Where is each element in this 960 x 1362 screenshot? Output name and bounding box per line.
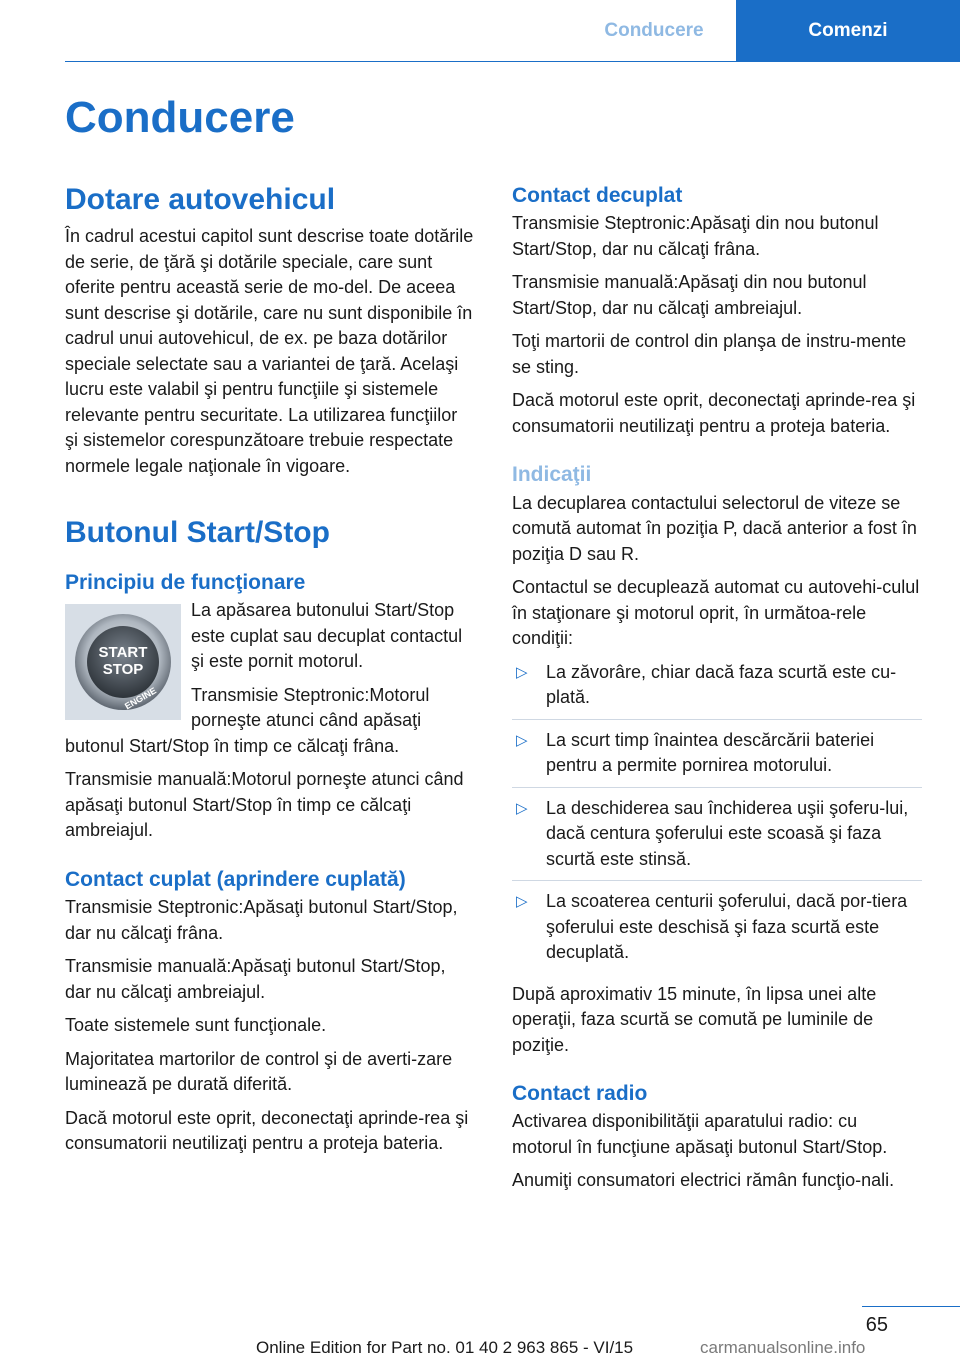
paragraph-principiu-1: La apăsarea butonului Start/Stop este cuplat sau decuplat contactul şi este pornit motorul. <box>191 600 463 672</box>
subsection-title-contact-decuplat: Contact decuplat <box>512 184 683 207</box>
paragraph-indicatii-1: La decuplarea contactului selectorul de viteze se comută automat în poziţia P, dacă anterior a fost în poziţia D sau R. <box>512 492 917 564</box>
left-column <box>65 182 475 1165</box>
paragraph-cuplat-4: Majoritatea martorilor de control şi de averti‐zare luminează pe durată diferită. <box>65 1048 453 1095</box>
paragraph-dotare: În cadrul acestui capitol sunt descrise toate dotările de serie, de ţără şi dotările speciale, care sunt oferite pentru această serie de mo‐del. De aceea sunt descrise şi dotările, care nu sunt disponibile în cadrul unui autovehicul, de ex. pe baza dotărilor speciale selectate sau a variantei de ţară. Acelaşi lucru este valabil şi pentru funcţiile şi sistemele relevante pentru securitate. La utilizarea funcţiilor şi sistemelor corespunzătoare trebuie respectate normele legale naţionale în vigoare. <box>65 226 474 476</box>
list-item: ▷ La zăvorâre, chiar dacă faza scurtă este cu‐plată. <box>512 660 922 720</box>
engine-label: ENGINE <box>123 685 158 712</box>
page-title: Conducere <box>65 93 295 142</box>
edition-text: Online Edition for Part no. 01 40 2 963 865 - VI/15 <box>256 1338 634 1357</box>
watermark-text: carmanualsonline.info <box>700 1338 866 1357</box>
list-item: ▷ La scoaterea centurii şoferului, dacă por‐tiera şoferului este deschisă şi faza scurtă este decuplată. <box>516 891 908 963</box>
header-divider <box>65 61 736 62</box>
stop-label: STOP <box>102 661 144 679</box>
subsection-title-indicatii: Indicaţii <box>512 463 592 487</box>
right-column <box>512 182 922 1202</box>
paragraph-radio-2: Anumiţi consumatori electrici rămân funcţio‐nali. <box>512 1170 895 1191</box>
paragraph-principiu-2: Transmisie Steptronic:Motorul porneşte atunci când apăsaţi butonul Start/Stop în timp ce călcaţi frâna. <box>65 684 430 756</box>
paragraph-cuplat-5: Dacă motorul este oprit, deconectaţi aprinde‐rea şi consumatorii neutilizaţi pentru a proteja bateria. <box>65 1107 469 1154</box>
page-number-divider <box>862 1306 960 1307</box>
paragraph-indicatii-3: După aproximativ 15 minute, în lipsa unei alte operaţii, faza scurtă se comută pe luminile de poziţie. <box>512 983 877 1055</box>
start-label: START <box>98 644 148 662</box>
triangle-right-icon: ▷ <box>516 799 528 817</box>
paragraph-radio-1: Activarea disponibilităţii aparatului radio: cu motorul în funcţiune apăsaţi butonul Start/Stop. <box>512 1111 888 1157</box>
subsection-title-principiu: Principiu de funcţionare <box>65 571 306 594</box>
section-title-dotare: Dotare autovehicul <box>65 183 336 216</box>
paragraph-decuplat-4: Dacă motorul este oprit, deconectaţi aprinde‐rea şi consumatorii neutilizaţi pentru a proteja bateria. <box>512 390 916 436</box>
triangle-right-icon: ▷ <box>516 663 528 681</box>
paragraph-decuplat-3: Toţi martorii de control din planşa de instru‐mente se sting. <box>512 331 907 377</box>
page-number: 65 <box>865 1314 888 1336</box>
paragraph-cuplat-3: Toate sistemele sunt funcţionale. <box>65 1015 327 1036</box>
paragraph-decuplat-2: Transmisie manuală:Apăsaţi din nou butonul Start/Stop, dar nu călcaţi ambreiajul. <box>512 272 867 318</box>
subsection-title-contact-radio: Contact radio <box>512 1082 648 1106</box>
subsection-title-contact-cuplat: Contact cuplat (aprindere cuplată) <box>65 867 406 891</box>
list-item: ▷ La scurt timp înaintea descărcării bateriei pentru a permite pornirea motorului. <box>512 728 922 788</box>
paragraph-cuplat-2: Transmisie manuală:Apăsaţi butonul Start/Stop, dar nu călcaţi ambreiajul. <box>65 956 446 1002</box>
paragraph-principiu-3: Transmisie manuală:Motorul porneşte atunci când apăsaţi butonul Start/Stop în timp ce călcaţi ambreiajul. <box>65 769 464 841</box>
header-tabs <box>572 0 960 62</box>
paragraph-decuplat-1: Transmisie Steptronic:Apăsaţi din nou butonul Start/Stop, dar nu călcaţi frâna. <box>512 213 879 259</box>
triangle-right-icon: ▷ <box>516 893 528 911</box>
paragraph-cuplat-1: Transmisie Steptronic:Apăsaţi butonul Start/Stop, dar nu călcaţi frâna. <box>65 897 458 943</box>
section-title-start-stop: Butonul Start/Stop <box>65 516 330 549</box>
tab-conducere[interactable]: Conducere <box>572 0 736 62</box>
paragraph-indicatii-2: Contactul se decuplează automat cu autovehi‐culul în staţionare şi motorul oprit, în următoa‐rele condiţii: <box>512 577 920 649</box>
tab-comenzi[interactable]: Comenzi <box>736 0 960 62</box>
triangle-right-icon: ▷ <box>516 731 528 749</box>
list-item: ▷ La deschiderea sau închiderea uşii şoferu‐lui, dacă centura şoferului este scoasă şi faza scurtă este stinsă. <box>512 796 922 882</box>
start-stop-button-icon <box>65 604 181 720</box>
conditions-list <box>512 660 922 974</box>
